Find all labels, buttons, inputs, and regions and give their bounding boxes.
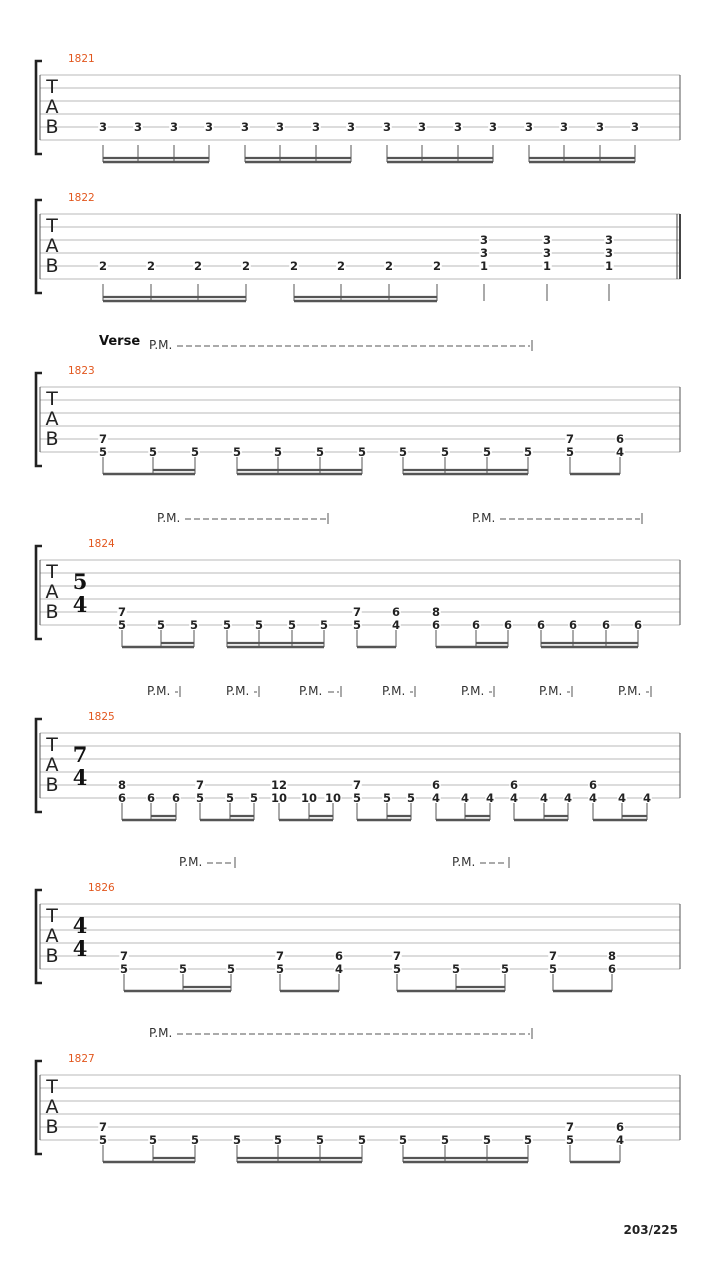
fret-number: 5 <box>98 1133 108 1147</box>
tab-system <box>36 334 680 474</box>
fret-number: 3 <box>604 233 614 247</box>
tab-note <box>488 120 498 162</box>
tab-note <box>432 259 442 301</box>
tab-clef-letter: B <box>45 116 59 138</box>
fret-number: 5 <box>189 618 199 632</box>
fret-number: 5 <box>352 618 362 632</box>
tab-system <box>36 855 680 991</box>
fret-number: 6 <box>391 605 401 619</box>
fret-number: 5 <box>275 962 285 976</box>
tab-system <box>36 53 680 162</box>
tab-clef-letter: B <box>45 1116 59 1138</box>
fret-number: 3 <box>559 120 569 134</box>
fret-number: 5 <box>482 445 492 459</box>
fret-number: 3 <box>604 246 614 260</box>
fret-number: 5 <box>225 791 235 805</box>
fret-number: 5 <box>357 445 367 459</box>
measure-number: 1822 <box>68 192 95 204</box>
fret-number: 6 <box>334 949 344 963</box>
tab-note <box>382 120 392 162</box>
fret-number: 5 <box>249 791 259 805</box>
tab-clef-letter: A <box>45 96 59 118</box>
palm-mute-label: P.M. <box>299 684 323 698</box>
tab-clef-letter: A <box>45 925 59 947</box>
fret-number: 3 <box>453 120 463 134</box>
tab-clef-letter: T <box>46 1076 58 1098</box>
time-signature-top: 7 <box>72 742 88 767</box>
tab-note <box>195 778 205 820</box>
fret-number: 6 <box>431 778 441 792</box>
tab-note <box>271 778 288 820</box>
tab-note <box>119 949 129 991</box>
fret-number: 5 <box>406 791 416 805</box>
tab-note <box>241 259 251 301</box>
section-label: Verse <box>99 334 141 349</box>
fret-number: 6 <box>633 618 643 632</box>
tab-note <box>431 778 441 820</box>
fret-number: 5 <box>156 618 166 632</box>
fret-number: 5 <box>178 962 188 976</box>
fret-number: 3 <box>169 120 179 134</box>
fret-number: 10 <box>300 791 318 805</box>
tab-clef-letter: A <box>45 581 59 603</box>
palm-mute-label: P.M. <box>147 684 171 698</box>
tab-note <box>479 233 489 301</box>
fret-number: 7 <box>352 778 362 792</box>
fret-number: 2 <box>241 259 251 273</box>
tab-clef-letter: B <box>45 774 59 796</box>
tab-system <box>36 1026 680 1162</box>
fret-number: 2 <box>193 259 203 273</box>
fret-number: 5 <box>482 1133 492 1147</box>
fret-number: 5 <box>148 1133 158 1147</box>
fret-number: 3 <box>346 120 356 134</box>
fret-number: 2 <box>384 259 394 273</box>
tab-note <box>352 605 362 647</box>
tab-note <box>146 259 156 301</box>
tab-note <box>524 120 534 162</box>
tab-clef-letter: B <box>45 255 59 277</box>
tab-note <box>98 259 108 301</box>
fret-number: 5 <box>226 962 236 976</box>
tab-note <box>607 949 617 991</box>
tab-clef-letter: T <box>46 215 58 237</box>
tab-note <box>595 120 605 162</box>
fret-number: 5 <box>500 962 510 976</box>
time-signature-bottom: 4 <box>72 765 88 790</box>
fret-number: 10 <box>324 791 342 805</box>
tab-note <box>133 120 143 162</box>
fret-number: 6 <box>431 618 441 632</box>
tab-note <box>98 1120 108 1162</box>
fret-number: 7 <box>565 1120 575 1134</box>
tab-note <box>615 432 625 474</box>
tab-note <box>548 949 558 991</box>
tab-note <box>565 432 575 474</box>
tab-system <box>36 511 680 647</box>
palm-mute-label: P.M. <box>382 684 406 698</box>
fret-number: 2 <box>289 259 299 273</box>
fret-number: 6 <box>171 791 181 805</box>
fret-number: 7 <box>98 1120 108 1134</box>
fret-number: 5 <box>287 618 297 632</box>
fret-number: 4 <box>509 791 519 805</box>
tab-note <box>117 605 127 647</box>
fret-number: 5 <box>119 962 129 976</box>
tab-note <box>98 432 108 474</box>
tab-clef-letter: A <box>45 1096 59 1118</box>
fret-number: 3 <box>98 120 108 134</box>
palm-mute-label: P.M. <box>461 684 485 698</box>
fret-number: 5 <box>273 445 283 459</box>
fret-number: 10 <box>270 791 288 805</box>
fret-number: 4 <box>431 791 441 805</box>
fret-number: 4 <box>615 1133 625 1147</box>
fret-number: 4 <box>563 791 573 805</box>
fret-number: 6 <box>615 432 625 446</box>
fret-number: 7 <box>548 949 558 963</box>
tab-note <box>431 605 441 647</box>
fret-number: 6 <box>607 962 617 976</box>
tab-note <box>384 259 394 301</box>
tab-clef-letter: T <box>46 905 58 927</box>
fret-number: 8 <box>607 949 617 963</box>
fret-number: 12 <box>270 778 288 792</box>
fret-number: 3 <box>133 120 143 134</box>
fret-number: 1 <box>542 259 552 273</box>
fret-number: 7 <box>117 605 127 619</box>
fret-number: 4 <box>334 962 344 976</box>
fret-number: 3 <box>595 120 605 134</box>
measure-number: 1823 <box>68 365 95 377</box>
fret-number: 4 <box>615 445 625 459</box>
fret-number: 1 <box>479 259 489 273</box>
fret-number: 7 <box>392 949 402 963</box>
tab-clef-letter: T <box>46 561 58 583</box>
tab-note <box>392 949 402 991</box>
fret-number: 3 <box>417 120 427 134</box>
fret-number: 5 <box>232 1133 242 1147</box>
tab-clef-letter: A <box>45 754 59 776</box>
palm-mute-label: P.M. <box>539 684 563 698</box>
fret-number: 3 <box>542 246 552 260</box>
fret-number: 6 <box>117 791 127 805</box>
fret-number: 5 <box>148 445 158 459</box>
time-signature-bottom: 4 <box>72 936 88 961</box>
palm-mute-label: P.M. <box>149 1026 173 1040</box>
fret-number: 5 <box>195 791 205 805</box>
tab-note <box>336 259 346 301</box>
tab-note <box>311 120 321 162</box>
measure-number: 1827 <box>68 1053 95 1065</box>
tab-clef-letter: A <box>45 408 59 430</box>
fret-number: 3 <box>630 120 640 134</box>
fret-number: 5 <box>319 618 329 632</box>
tab-note <box>542 233 552 301</box>
fret-number: 5 <box>398 445 408 459</box>
tab-note <box>509 778 519 820</box>
fret-number: 4 <box>460 791 470 805</box>
palm-mute-label: P.M. <box>149 338 173 352</box>
fret-number: 5 <box>222 618 232 632</box>
tab-note <box>275 949 285 991</box>
fret-number: 6 <box>601 618 611 632</box>
fret-number: 6 <box>503 618 513 632</box>
palm-mute-label: P.M. <box>472 511 496 525</box>
tab-note <box>334 949 344 991</box>
time-signature-bottom: 4 <box>72 592 88 617</box>
palm-mute-label: P.M. <box>226 684 250 698</box>
time-signature-top: 5 <box>72 569 88 594</box>
fret-number: 5 <box>392 962 402 976</box>
fret-number: 5 <box>565 1133 575 1147</box>
fret-number: 6 <box>568 618 578 632</box>
time-signature-top: 4 <box>72 913 88 938</box>
fret-number: 6 <box>146 791 156 805</box>
tab-note <box>240 120 250 162</box>
tab-note <box>289 259 299 301</box>
fret-number: 4 <box>539 791 549 805</box>
tab-note <box>117 778 127 820</box>
fret-number: 7 <box>352 605 362 619</box>
tab-note <box>346 120 356 162</box>
fret-number: 5 <box>548 962 558 976</box>
fret-number: 5 <box>523 1133 533 1147</box>
fret-number: 5 <box>440 1133 450 1147</box>
palm-mute-label: P.M. <box>157 511 181 525</box>
tab-note <box>204 120 214 162</box>
tab-note <box>565 1120 575 1162</box>
fret-number: 5 <box>382 791 392 805</box>
tab-note <box>391 605 401 647</box>
tab-clef-letter: B <box>45 945 59 967</box>
fret-number: 5 <box>98 445 108 459</box>
fret-number: 5 <box>190 1133 200 1147</box>
tab-note <box>630 120 640 162</box>
tab-note <box>193 259 203 301</box>
fret-number: 6 <box>509 778 519 792</box>
measure-number: 1824 <box>88 538 115 550</box>
fret-number: 6 <box>536 618 546 632</box>
tab-system <box>36 192 680 301</box>
fret-number: 5 <box>117 618 127 632</box>
fret-number: 4 <box>588 791 598 805</box>
tab-note <box>417 120 427 162</box>
tab-clef-letter: A <box>45 235 59 257</box>
fret-number: 3 <box>382 120 392 134</box>
fret-number: 7 <box>565 432 575 446</box>
palm-mute-label: P.M. <box>179 855 203 869</box>
fret-number: 5 <box>440 445 450 459</box>
fret-number: 3 <box>204 120 214 134</box>
fret-number: 5 <box>315 1133 325 1147</box>
fret-number: 3 <box>240 120 250 134</box>
fret-number: 3 <box>275 120 285 134</box>
tab-note <box>615 1120 625 1162</box>
fret-number: 5 <box>190 445 200 459</box>
fret-number: 6 <box>471 618 481 632</box>
fret-number: 4 <box>617 791 627 805</box>
fret-number: 5 <box>254 618 264 632</box>
tab-note <box>352 778 362 820</box>
tab-note <box>588 778 598 820</box>
fret-number: 1 <box>604 259 614 273</box>
fret-number: 3 <box>311 120 321 134</box>
fret-number: 3 <box>524 120 534 134</box>
fret-number: 8 <box>431 605 441 619</box>
fret-number: 2 <box>98 259 108 273</box>
tab-note <box>453 120 463 162</box>
fret-number: 3 <box>488 120 498 134</box>
measure-number: 1821 <box>68 53 95 65</box>
fret-number: 7 <box>119 949 129 963</box>
fret-number: 3 <box>479 233 489 247</box>
fret-number: 5 <box>451 962 461 976</box>
fret-number: 8 <box>117 778 127 792</box>
tab-clef-letter: B <box>45 601 59 623</box>
fret-number: 5 <box>398 1133 408 1147</box>
fret-number: 5 <box>232 445 242 459</box>
tab-clef-letter: T <box>46 388 58 410</box>
fret-number: 5 <box>357 1133 367 1147</box>
measure-number: 1826 <box>88 882 115 894</box>
palm-mute-label: P.M. <box>452 855 476 869</box>
fret-number: 7 <box>98 432 108 446</box>
fret-number: 6 <box>615 1120 625 1134</box>
fret-number: 2 <box>432 259 442 273</box>
measure-number: 1825 <box>88 711 115 723</box>
tab-note <box>604 233 614 301</box>
fret-number: 5 <box>565 445 575 459</box>
fret-number: 5 <box>315 445 325 459</box>
tab-note <box>169 120 179 162</box>
page-number: 203/225 <box>623 1223 678 1237</box>
fret-number: 4 <box>391 618 401 632</box>
tab-system <box>36 684 680 820</box>
tab-clef-letter: T <box>46 76 58 98</box>
tab-note <box>559 120 569 162</box>
fret-number: 2 <box>336 259 346 273</box>
palm-mute-label: P.M. <box>618 684 642 698</box>
tab-clef-letter: T <box>46 734 58 756</box>
fret-number: 7 <box>195 778 205 792</box>
fret-number: 6 <box>588 778 598 792</box>
fret-number: 3 <box>479 246 489 260</box>
fret-number: 7 <box>275 949 285 963</box>
fret-number: 3 <box>542 233 552 247</box>
tab-note <box>275 120 285 162</box>
fret-number: 5 <box>523 445 533 459</box>
fret-number: 4 <box>642 791 652 805</box>
tab-clef-letter: B <box>45 428 59 450</box>
fret-number: 2 <box>146 259 156 273</box>
fret-number: 4 <box>485 791 495 805</box>
fret-number: 5 <box>273 1133 283 1147</box>
tab-note <box>98 120 108 162</box>
fret-number: 5 <box>352 791 362 805</box>
